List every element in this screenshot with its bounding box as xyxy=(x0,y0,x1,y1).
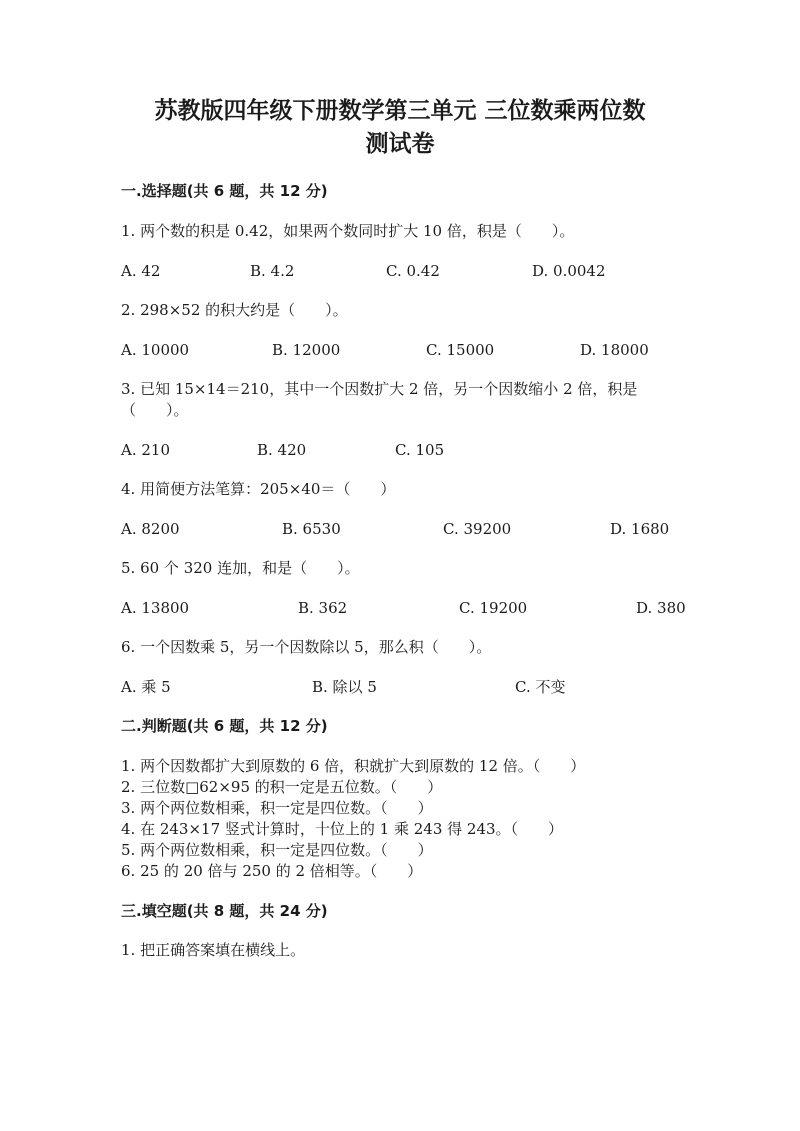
option-d: D. 18000 xyxy=(580,341,649,359)
section-heading-fill: 三.填空题(共 8 题，共 24 分) xyxy=(121,902,328,920)
judge-item: 4. 在 243×17 竖式计算时，十位上的 1 乘 243 得 243。（ ） xyxy=(121,820,564,838)
question-text-continued: （ ）。 xyxy=(121,401,189,419)
option-a: A. 乘 5 xyxy=(121,678,171,696)
question-text: 6. 一个因数乘 5，另一个因数除以 5，那么积（ ）。 xyxy=(121,638,492,656)
option-c: C. 15000 xyxy=(426,341,495,359)
option-a: A. 10000 xyxy=(121,341,190,359)
judge-item: 3. 两个两位数相乘，积一定是四位数。（ ） xyxy=(121,799,433,817)
option-c: C. 0.42 xyxy=(386,262,440,280)
section-heading-judge: 二.判断题(共 6 题，共 12 分) xyxy=(121,717,328,735)
question-text: 4. 用简便方法笔算：205×40＝（ ） xyxy=(121,480,396,498)
option-c: C. 105 xyxy=(395,441,445,459)
option-b: B. 420 xyxy=(257,441,307,459)
question-text: 3. 已知 15×14＝210，其中一个因数扩大 2 倍，另一个因数缩小 2 倍，积是 xyxy=(121,380,638,398)
option-a: A. 210 xyxy=(121,441,170,459)
option-b: B. 362 xyxy=(298,599,348,617)
option-c: C. 39200 xyxy=(443,520,512,538)
page-title-line2: 测试卷 xyxy=(365,131,435,157)
judge-item: 5. 两个两位数相乘，积一定是四位数。（ ） xyxy=(121,841,433,859)
option-b: B. 12000 xyxy=(272,341,341,359)
option-d: D. 0.0042 xyxy=(532,262,606,280)
question-text: 2. 298×52 的积大约是（ ）。 xyxy=(121,301,348,319)
question-text: 1. 把正确答案填在横线上。 xyxy=(121,941,306,959)
judge-item: 2. 三位数□62×95 的积一定是五位数。（ ） xyxy=(121,778,443,796)
option-a: A. 8200 xyxy=(121,520,180,538)
option-a: A. 42 xyxy=(121,262,161,280)
question-text: 5. 60 个 320 连加，和是（ ）。 xyxy=(121,559,360,577)
judge-item: 1. 两个因数都扩大到原数的 6 倍，积就扩大到原数的 12 倍。（ ） xyxy=(121,757,586,775)
judge-item: 6. 25 的 20 倍与 250 的 2 倍相等。（ ） xyxy=(121,862,423,880)
section-heading-choice: 一.选择题(共 6 题，共 12 分) xyxy=(121,182,328,200)
option-c: C. 19200 xyxy=(459,599,528,617)
option-a: A. 13800 xyxy=(121,599,190,617)
option-d: D. 1680 xyxy=(610,520,670,538)
option-b: B. 4.2 xyxy=(250,262,295,280)
question-text: 1. 两个数的积是 0.42，如果两个数同时扩大 10 倍，积是（ ）。 xyxy=(121,222,575,240)
option-c: C. 不变 xyxy=(515,678,566,696)
option-b: B. 除以 5 xyxy=(312,678,377,696)
option-b: B. 6530 xyxy=(282,520,341,538)
page-title-line1: 苏教版四年级下册数学第三单元 三位数乘两位数 xyxy=(154,98,646,124)
option-d: D. 380 xyxy=(636,599,686,617)
